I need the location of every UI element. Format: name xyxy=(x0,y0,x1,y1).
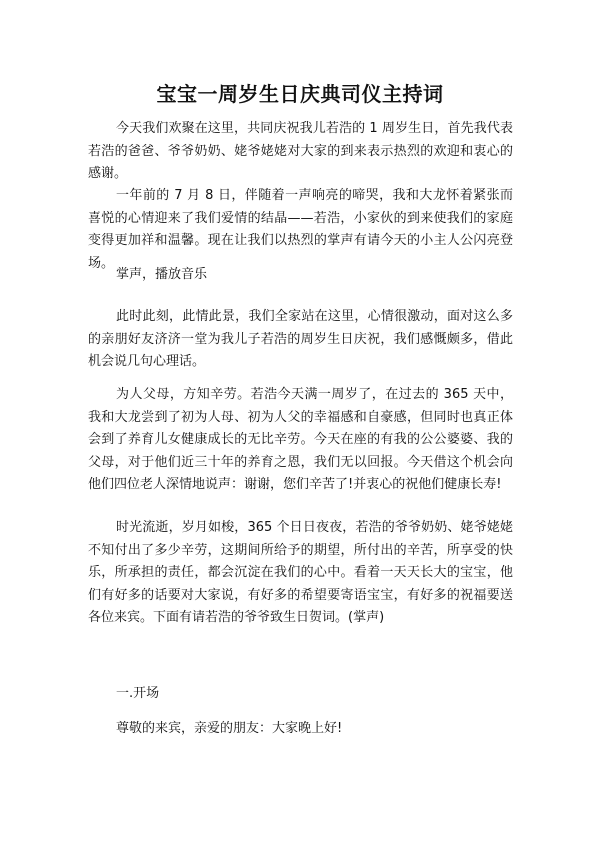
paragraph-applause-music: 掌声，播放音乐 xyxy=(116,267,208,282)
paragraph-this-moment: 此时此刻，此情此景，我们全家站在这里，心情很激动，面对这么多的亲朋好友济济一堂为我儿子若浩的周岁生日庆祝，我们感慨颇多，借此机会说几句心理话。 xyxy=(88,309,513,369)
paragraph-parents: 为人父母，方知辛劳。若浩今天满一周岁了，在过去的 365 天中，我和大龙尝到了初为人母、初为人父的幸福感和自豪感，但同时也真正体会到了养育儿女健康成长的无比辛劳。今天在座的有我的公公婆婆、我的父母，对于他们近三十年的养育之恩，我们无以回报。今天借这个机会向他们四位老人深情地说声：谢谢，您们辛苦了!并衷心的祝他们健康长寿! xyxy=(88,387,513,492)
section-heading-opening: 一.开场 xyxy=(116,686,160,701)
document-title: 宝宝一周岁生日庆典司仪主持词 xyxy=(156,82,444,106)
paragraph-time-flies: 时光流逝，岁月如梭，365 个日日夜夜，若浩的爷爷奶奶、姥爷姥姥不知付出了多少辛劳，这期间所给予的期望，所付出的辛苦，所享受的快乐，所承担的责任，都会沉淀在我们的心中。看着一天天长大的宝宝，他们有好多的话要对大家说，有好多的希望要寄语宝宝，有好多的祝福要送各位来宾。下面有请若浩的爷爷致生日贺词。(掌声) xyxy=(88,520,513,625)
paragraph-greeting: 尊敬的来宾，亲爱的朋友：大家晚上好! xyxy=(116,721,343,736)
paragraph-birth: 一年前的 7 月 8 日，伴随着一声响亮的啼哭，我和大龙怀着紧张而喜悦的心情迎来了我们爱情的结晶——若浩，小家伙的到来使我们的家庭变得更加祥和温馨。现在让我们以热烈的掌声有请今天的小主人公闪亮登场。 xyxy=(88,188,513,271)
paragraph-welcome: 今天我们欢聚在这里，共同庆祝我儿若浩的 1 周岁生日，首先我代表若浩的爸爸、爷爷奶奶、姥爷姥姥对大家的到来表示热烈的欢迎和衷心的感谢。 xyxy=(88,121,513,181)
